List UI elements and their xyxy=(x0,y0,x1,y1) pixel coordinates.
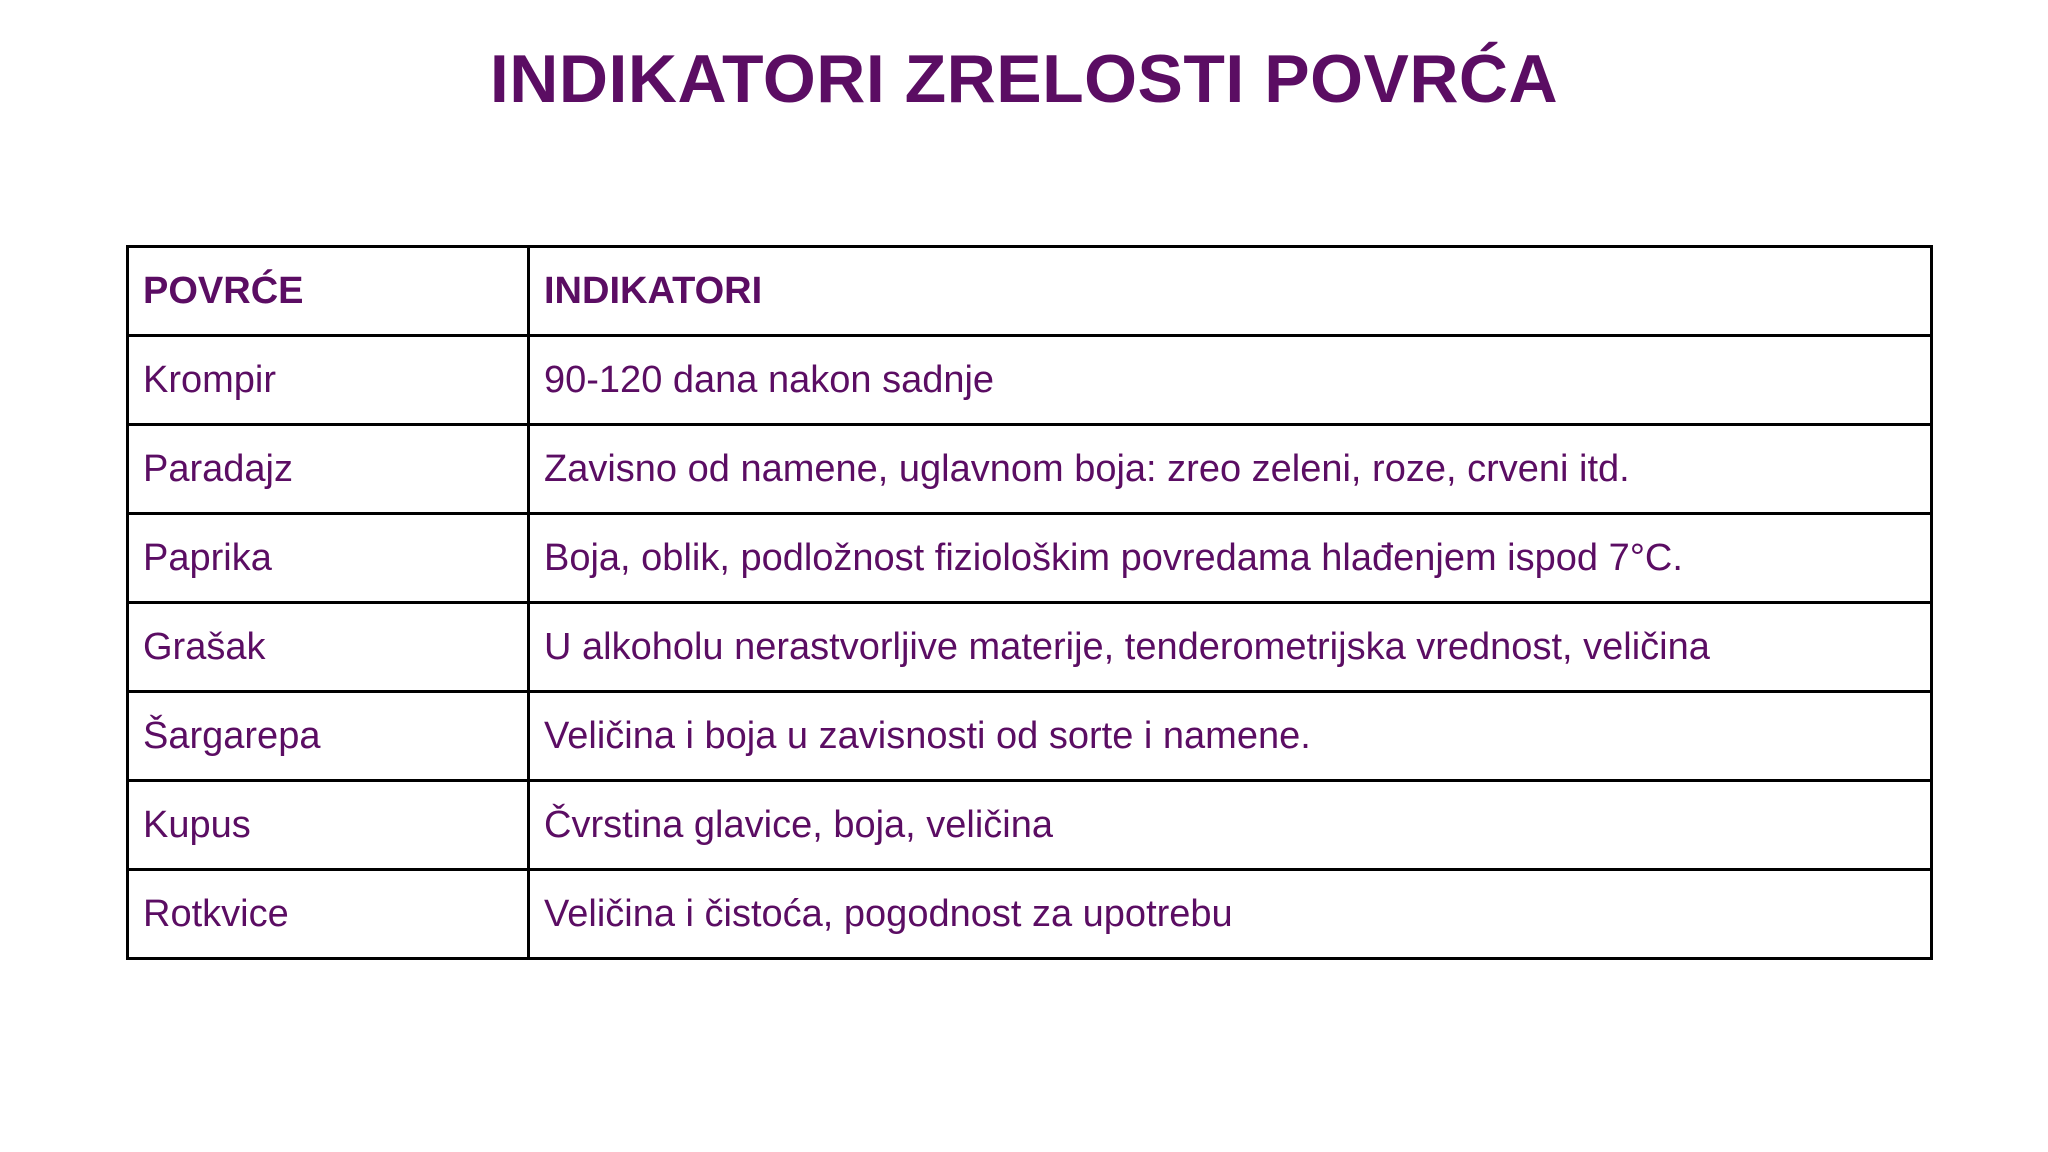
vegetable-cell: Krompir xyxy=(128,336,529,425)
column-header-indicators: INDIKATORI xyxy=(529,247,1932,336)
maturity-indicators-table xyxy=(126,245,1933,960)
table-row xyxy=(128,603,1932,692)
table-row xyxy=(128,425,1932,514)
vegetable-cell: Kupus xyxy=(128,781,529,870)
page-title: INDIKATORI ZRELOSTI POVRĆA xyxy=(489,41,1559,117)
indicator-cell: 90-120 dana nakon sadnje xyxy=(529,336,1932,425)
table-row xyxy=(128,781,1932,870)
table-row xyxy=(128,336,1932,425)
vegetable-cell: Paprika xyxy=(128,514,529,603)
indicator-cell: Boja, oblik, podložnost fiziološkim povredama hlađenjem ispod 7°C. xyxy=(529,514,1932,603)
vegetable-cell: Paradajz xyxy=(128,425,529,514)
table-row xyxy=(128,514,1932,603)
indicator-cell: Čvrstina glavice, boja, veličina xyxy=(529,781,1932,870)
table-row xyxy=(128,692,1932,781)
vegetable-cell: Šargarepa xyxy=(128,692,529,781)
vegetable-cell: Rotkvice xyxy=(128,870,529,959)
indicator-cell: U alkoholu nerastvorljive materije, tenderometrijska vrednost, veličina xyxy=(529,603,1932,692)
vegetable-cell: Grašak xyxy=(128,603,529,692)
indicator-cell: Veličina i čistoća, pogodnost za upotrebu xyxy=(529,870,1932,959)
column-header-vegetable: POVRĆE xyxy=(128,247,529,336)
table-row xyxy=(128,870,1932,959)
table-header-row xyxy=(128,247,1932,336)
indicator-cell: Veličina i boja u zavisnosti od sorte i namene. xyxy=(529,692,1932,781)
indicator-cell: Zavisno od namene, uglavnom boja: zreo zeleni, roze, crveni itd. xyxy=(529,425,1932,514)
